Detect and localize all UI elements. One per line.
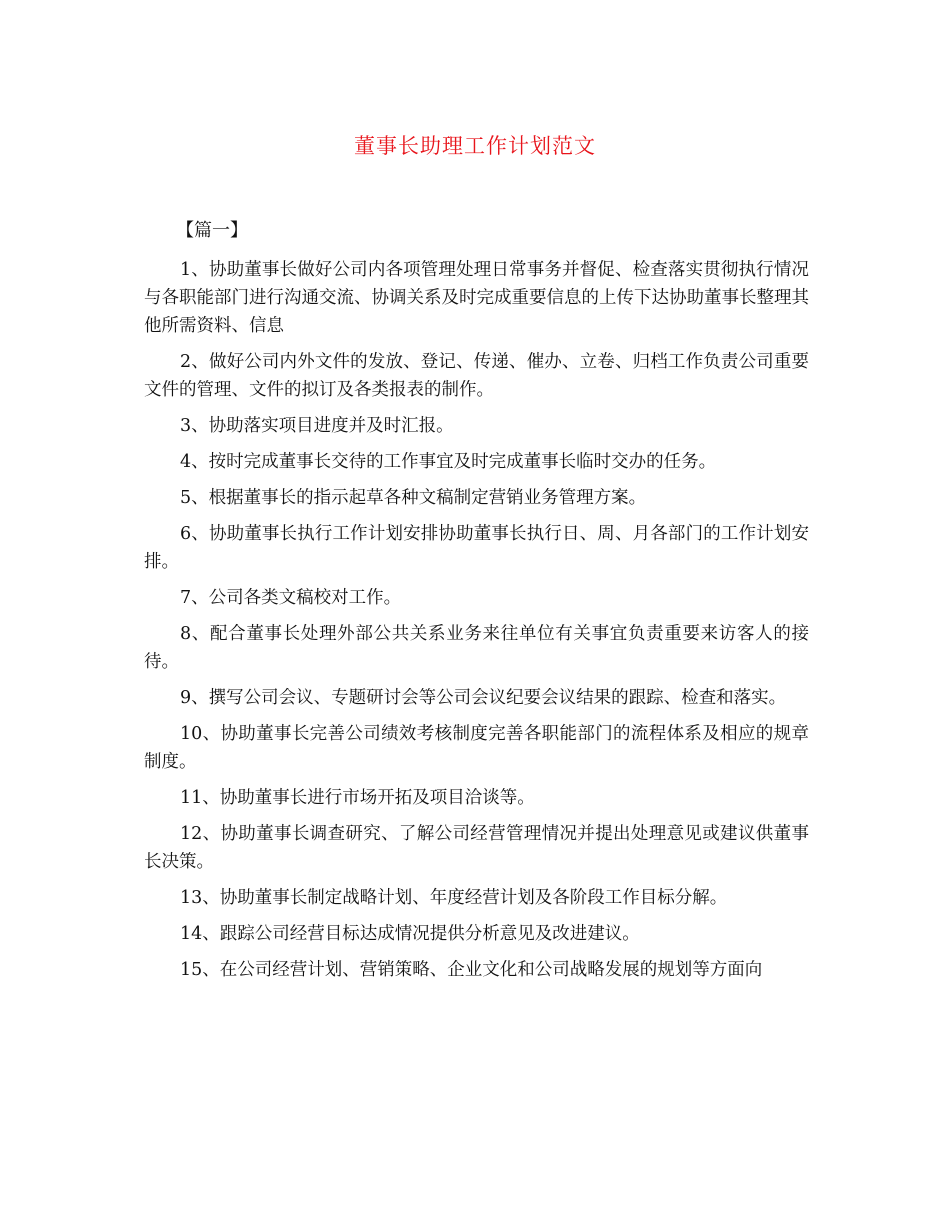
section-heading: 【篇一】 [176, 220, 248, 241]
paragraph-2: 2、做好公司内外文件的发放、登记、传递、催办、立卷、归档工作负责公司重要文件的管理、文件的拟订及各类报表的制作。 [144, 352, 809, 400]
paragraph-12: 12、协助董事长调查研究、了解公司经营管理情况并提出处理意见或建议供董事长决策。 [144, 824, 809, 872]
paragraph-4: 4、按时完成董事长交待的工作事宜及时完成董事长临时交办的任务。 [180, 452, 717, 472]
paragraph-3: 3、协助落实项目进度并及时汇报。 [180, 416, 454, 436]
document-title: 董事长助理工作计划范文 [354, 134, 596, 158]
paragraph-14: 14、跟踪公司经营目标达成情况提供分析意见及改进建议。 [180, 924, 640, 944]
paragraph-5: 5、根据董事长的指示起草各种文稿制定营销业务管理方案。 [180, 488, 647, 508]
paragraph-13: 13、协助董事长制定战略计划、年度经营计划及各阶段工作目标分解。 [180, 888, 728, 908]
paragraph-10: 10、协助董事长完善公司绩效考核制度完善各职能部门的流程体系及相应的规章制度。 [144, 724, 809, 772]
paragraph-8: 8、配合董事长处理外部公共关系业务来往单位有关事宜负责重要来访客人的接待。 [144, 624, 809, 672]
paragraph-1: 1、协助董事长做好公司内各项管理处理日常事务并督促、检查落实贯彻执行情况与各职能部门进行沟通交流、协调关系及时完成重要信息的上传下达协助董事长整理其他所需资料、信息 [144, 260, 809, 336]
paragraph-11: 11、协助董事长进行市场开拓及项目洽谈等。 [180, 788, 535, 808]
document-body [144, 256, 809, 992]
paragraph-6: 6、协助董事长执行工作计划安排协助董事长执行日、周、月各部门的工作计划安排。 [144, 524, 809, 572]
paragraph-9: 9、撰写公司会议、专题研讨会等公司会议纪要会议结果的跟踪、检查和落实。 [180, 688, 787, 708]
paragraph-7: 7、公司各类文稿校对工作。 [180, 588, 402, 608]
paragraph-15: 15、在公司经营计划、营销策略、企业文化和公司战略发展的规划等方面向 [180, 960, 763, 980]
